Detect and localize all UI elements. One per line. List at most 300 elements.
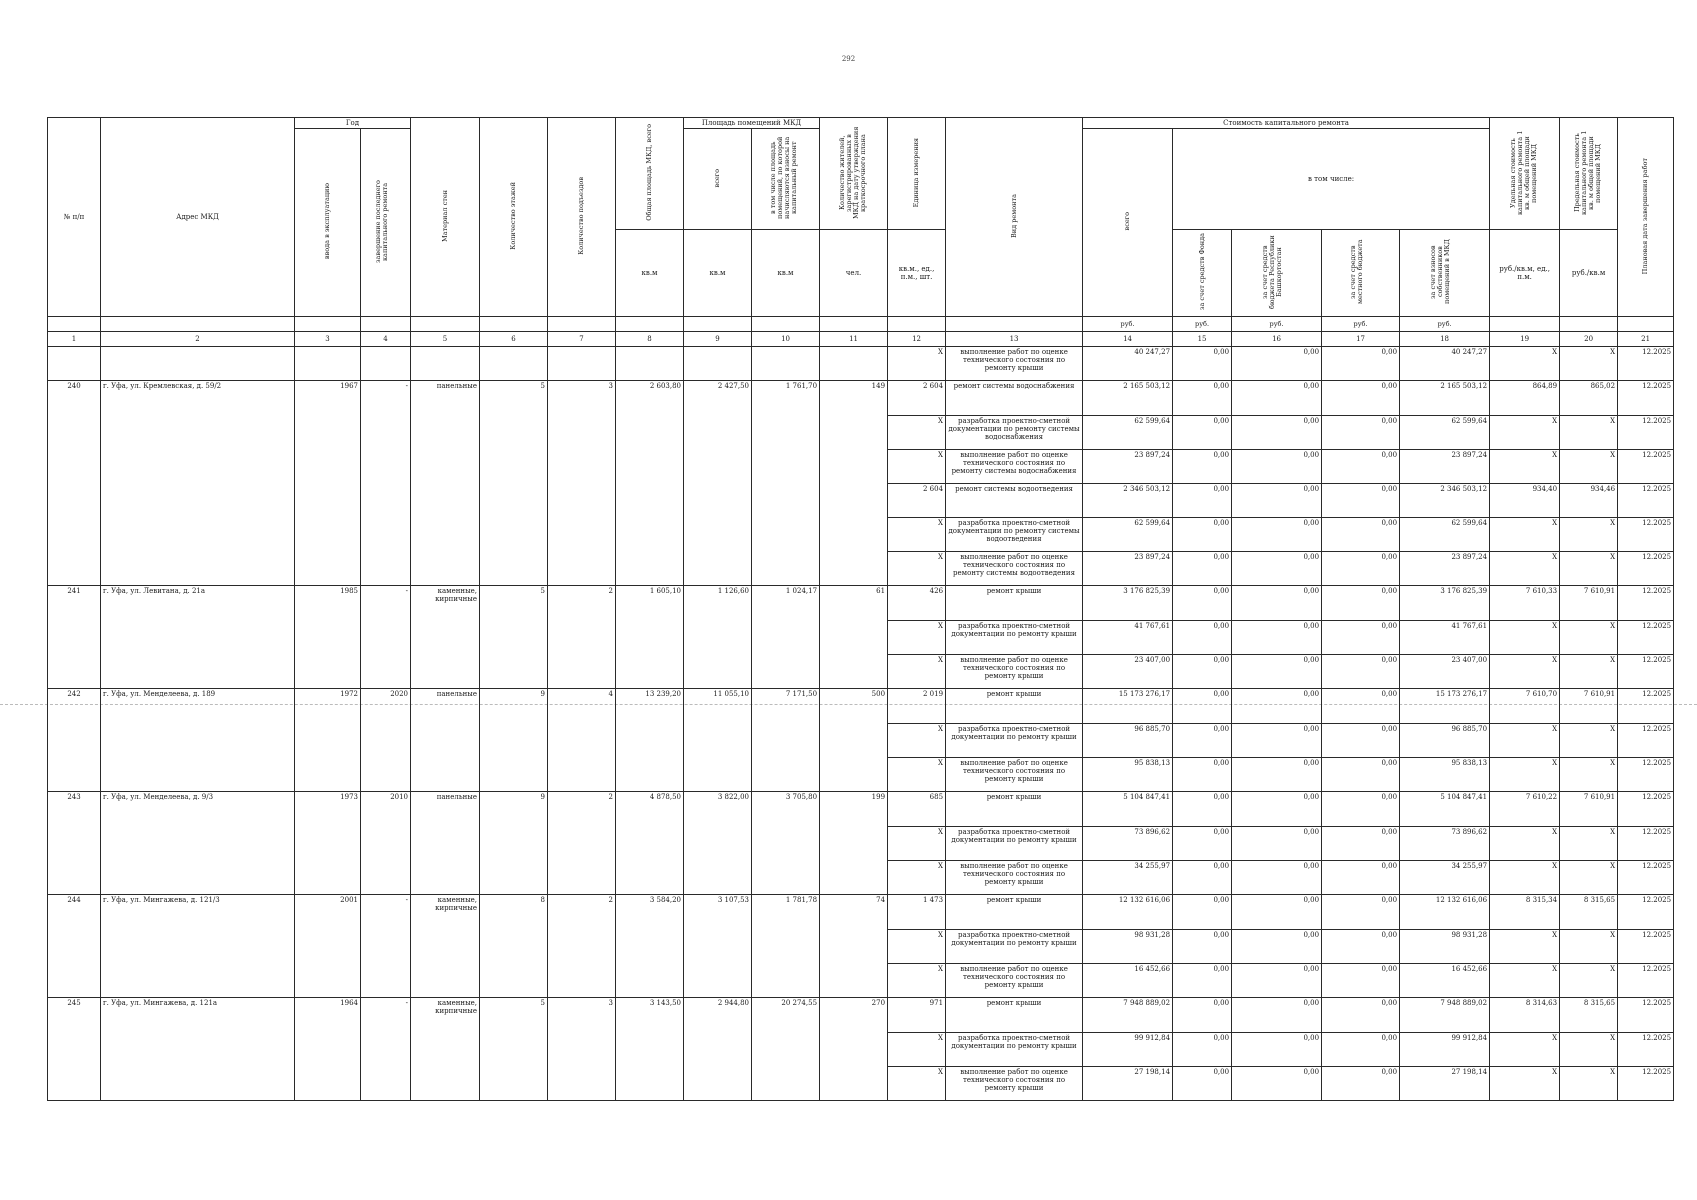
cell-unit: X [888,416,946,450]
cell-cost-total: 23 897,24 [1083,450,1173,484]
cell-specific-cost: X [1490,347,1560,381]
cell-cost-local: 0,00 [1322,655,1400,689]
header-repair-type: Вид ремонта [946,118,1083,317]
cell-cost-republic: 0,00 [1232,930,1322,964]
cell-cost-local: 0,00 [1322,347,1400,381]
cell-premises: 3 822,00 [684,792,752,895]
cell-cost-republic: 0,00 [1232,724,1322,758]
cell-premises: 11 055,10 [684,689,752,792]
cell-cost-fund: 0,00 [1173,792,1232,827]
cell-cost-fund: 0,00 [1173,964,1232,998]
cell-total-area: 3 584,20 [616,895,684,998]
header-floors: Количество этажей [480,118,548,317]
cell-repair-type: выполнение работ по оценке технического состояния по ремонту крыши [946,861,1083,895]
cell-unit: X [888,621,946,655]
cell-address: г. Уфа, ул. Мингажева, д. 121/3 [101,895,295,998]
cell-max-cost: X [1560,552,1618,586]
cell-cost-fund: 0,00 [1173,381,1232,416]
cell-cost-fund: 0,00 [1173,689,1232,724]
header-year-last-repair: завершение последнего капитального ремонта [361,129,411,317]
header-wall-material: Материал стен [411,118,480,317]
cell-planned-date: 12.2025 [1618,861,1674,895]
cell-total-area: 3 143,50 [616,998,684,1101]
cell-cost-fund: 0,00 [1173,586,1232,621]
cell-cost-owners: 2 165 503,12 [1400,381,1490,416]
cell-cost-local: 0,00 [1322,518,1400,552]
column-number: 15 [1173,332,1232,347]
cell-material: каменные, кирпичные [411,998,480,1101]
cell-max-cost: 7 610,91 [1560,792,1618,827]
cell-planned-date: 12.2025 [1618,484,1674,518]
header-premises-group: Площадь помещений МКД [684,118,820,129]
cell-cost-owners: 73 896,62 [1400,827,1490,861]
cell-planned-date: 12.2025 [1618,655,1674,689]
cell-year: 1964 [295,998,361,1101]
cell-cost-republic: 0,00 [1232,792,1322,827]
cell-cost-republic: 0,00 [1232,381,1322,416]
column-number: 11 [820,332,888,347]
column-number: 16 [1232,332,1322,347]
cell-repair-type: ремонт системы водоснабжения [946,381,1083,416]
cell-unit: X [888,861,946,895]
cell-floors: 5 [480,586,548,689]
unit-cost-owners: руб. [1400,317,1490,332]
cell-material: панельные [411,689,480,792]
cell-cost-republic: 0,00 [1232,861,1322,895]
table-body [48,347,1674,1101]
table-row [48,586,1674,621]
column-number: 21 [1618,332,1674,347]
cell-cost-fund: 0,00 [1173,861,1232,895]
cell-planned-date: 12.2025 [1618,792,1674,827]
header-premises-total: всего [684,129,752,230]
cell-unit: X [888,655,946,689]
cell-cost-local: 0,00 [1322,450,1400,484]
cell-cost-total: 12 132 616,06 [1083,895,1173,930]
cell-specific-cost: 7 610,22 [1490,792,1560,827]
unit-cost-fund: руб. [1173,317,1232,332]
cell-cost-republic: 0,00 [1232,964,1322,998]
cell-address: г. Уфа, ул. Менделеева, д. 9/3 [101,792,295,895]
cell-repair-type: выполнение работ по оценке технического состояния по ремонту системы водоснабжения [946,450,1083,484]
cell-cost-owners: 15 173 276,17 [1400,689,1490,724]
cell-repair-type: ремонт крыши [946,998,1083,1033]
cell-cost-local: 0,00 [1322,827,1400,861]
table-header [48,118,1674,347]
cell-last-repair: 2020 [361,689,411,792]
cell-cost-total: 96 885,70 [1083,724,1173,758]
header-cost-owners: за счет взносов собственников помещений в МКД [1400,230,1490,317]
cell-cost-local: 0,00 [1322,416,1400,450]
cell-cost-local: 0,00 [1322,792,1400,827]
cell-cost-owners: 99 912,84 [1400,1033,1490,1067]
cell-max-cost: 8 315,65 [1560,895,1618,930]
cell-no: 242 [48,689,101,792]
cell-max-cost: X [1560,347,1618,381]
unit-paid: кв.м [752,230,820,317]
cell-specific-cost: X [1490,552,1560,586]
table-row-carryover [48,347,1674,381]
cell-cost-owners: 41 767,61 [1400,621,1490,655]
table-row [48,792,1674,827]
cell-cost-owners: 16 452,66 [1400,964,1490,998]
cell-cost-owners: 12 132 616,06 [1400,895,1490,930]
cell-planned-date: 12.2025 [1618,347,1674,381]
cell-unit: 426 [888,586,946,621]
column-number: 12 [888,332,946,347]
cell-cost-republic: 0,00 [1232,552,1322,586]
cell-cost-local: 0,00 [1322,381,1400,416]
cell-total-area: 13 239,20 [616,689,684,792]
cell-premises: 2 944,80 [684,998,752,1101]
cell-cost-total: 99 912,84 [1083,1033,1173,1067]
cell-max-cost: 7 610,91 [1560,586,1618,621]
cell-unit: X [888,758,946,792]
cell-planned-date: 12.2025 [1618,827,1674,861]
cell-cost-fund: 0,00 [1173,518,1232,552]
cell-cost-local: 0,00 [1322,861,1400,895]
cell-specific-cost: X [1490,1067,1560,1101]
cell-cost-local: 0,00 [1322,586,1400,621]
cell-unit: X [888,450,946,484]
cell-specific-cost: 8 315,34 [1490,895,1560,930]
cell-unit: X [888,964,946,998]
cell-specific-cost: X [1490,861,1560,895]
cell-planned-date: 12.2025 [1618,964,1674,998]
cell-repair-type: выполнение работ по оценке технического состояния по ремонту крыши [946,758,1083,792]
cell-cost-republic: 0,00 [1232,998,1322,1033]
cell-repair-type: ремонт крыши [946,586,1083,621]
cell-unit: 2 019 [888,689,946,724]
cell-planned-date: 12.2025 [1618,552,1674,586]
cell-address: г. Уфа, ул. Кремлевская, д. 59/2 [101,381,295,586]
cell-cost-owners: 23 897,24 [1400,450,1490,484]
cell-cost-total: 23 407,00 [1083,655,1173,689]
cell-cost-local: 0,00 [1322,930,1400,964]
cell-last-repair: - [361,381,411,586]
cell-cost-republic: 0,00 [1232,450,1322,484]
cell-cost-local: 0,00 [1322,998,1400,1033]
cell-specific-cost: 934,40 [1490,484,1560,518]
cell-planned-date: 12.2025 [1618,689,1674,724]
cell-max-cost: X [1560,827,1618,861]
cell-planned-date: 12.2025 [1618,381,1674,416]
header-cost-republic: за счет средств бюджета Республики Башкортостан [1232,230,1322,317]
cell-no: 244 [48,895,101,998]
header-cost-total: всего [1083,129,1173,317]
cell-cost-local: 0,00 [1322,964,1400,998]
cell-specific-cost: X [1490,655,1560,689]
column-number: 1 [48,332,101,347]
header-specific-cost: Удельная стоимость капитального ремонта 1 кв. м общей площади помещений МКД [1490,118,1560,230]
cell-planned-date: 12.2025 [1618,724,1674,758]
unit-residents: чел. [820,230,888,317]
cell-premises: 1 126,60 [684,586,752,689]
cell-cost-local: 0,00 [1322,621,1400,655]
cell-planned-date: 12.2025 [1618,1067,1674,1101]
cell-repair-type: ремонт системы водоотведения [946,484,1083,518]
cell-residents: 270 [820,998,888,1101]
cell-year: 1967 [295,381,361,586]
cell-specific-cost: X [1490,621,1560,655]
cell-entrances: 3 [548,381,616,586]
column-number: 17 [1322,332,1400,347]
cell-unit: 971 [888,998,946,1033]
cell-specific-cost: X [1490,450,1560,484]
cell-address: г. Уфа, ул. Левитана, д. 21а [101,586,295,689]
cell-max-cost: 7 610,91 [1560,689,1618,724]
cell-cost-total: 2 346 503,12 [1083,484,1173,518]
cell-residents: 500 [820,689,888,792]
cell-cost-fund: 0,00 [1173,827,1232,861]
table-row [48,689,1674,724]
cell-cost-owners: 23 897,24 [1400,552,1490,586]
cell-cost-fund: 0,00 [1173,724,1232,758]
column-number: 4 [361,332,411,347]
cell-last-repair: 2010 [361,792,411,895]
cell-cost-total: 3 176 825,39 [1083,586,1173,621]
cell-planned-date: 12.2025 [1618,998,1674,1033]
cell-cost-total: 62 599,64 [1083,416,1173,450]
cell-paid-area: 20 274,55 [752,998,820,1101]
cell-residents: 74 [820,895,888,998]
cell-total-area: 2 603,80 [616,381,684,586]
cell-specific-cost: X [1490,758,1560,792]
header-address: Адрес МКД [101,118,295,317]
column-number: 9 [684,332,752,347]
cell-cost-republic: 0,00 [1232,1067,1322,1101]
cell-cost-owners: 23 407,00 [1400,655,1490,689]
cell-cost-local: 0,00 [1322,895,1400,930]
cell-residents: 149 [820,381,888,586]
cell-planned-date: 12.2025 [1618,416,1674,450]
cell-cost-total: 41 767,61 [1083,621,1173,655]
header-unit: Единица измерения [888,118,946,230]
cell-paid-area: 1 761,70 [752,381,820,586]
column-number: 8 [616,332,684,347]
header-premises-paid: в том числе площадь помещений, по которой начисляются взносы на капитальный ремонт [752,129,820,230]
cell-cost-republic: 0,00 [1232,1033,1322,1067]
cell-cost-local: 0,00 [1322,484,1400,518]
cell-planned-date: 12.2025 [1618,895,1674,930]
cell-floors: 9 [480,689,548,792]
table-row [48,998,1674,1033]
cell-specific-cost: X [1490,1033,1560,1067]
cell-cost-republic: 0,00 [1232,895,1322,930]
cell-cost-fund: 0,00 [1173,347,1232,381]
cell-unit: X [888,930,946,964]
cell-max-cost: X [1560,518,1618,552]
column-number: 10 [752,332,820,347]
cell-entrances: 2 [548,792,616,895]
column-number: 20 [1560,332,1618,347]
cell-cost-republic: 0,00 [1232,689,1322,724]
cell-cost-fund: 0,00 [1173,621,1232,655]
cell-residents: 199 [820,792,888,895]
cell-cost-owners: 62 599,64 [1400,518,1490,552]
column-number: 14 [1083,332,1173,347]
header-cost-fund: за счет средств Фонда [1173,230,1232,317]
cell-cost-local: 0,00 [1322,1067,1400,1101]
cell-cost-republic: 0,00 [1232,416,1322,450]
cell-unit: 685 [888,792,946,827]
cell-cost-republic: 0,00 [1232,484,1322,518]
cell-cost-owners: 7 948 889,02 [1400,998,1490,1033]
cell-last-repair: - [361,998,411,1101]
cell-cost-owners: 27 198,14 [1400,1067,1490,1101]
cell-cost-owners: 62 599,64 [1400,416,1490,450]
cell-last-repair: - [361,586,411,689]
unit-specific: руб./кв.м, ед., п.м. [1490,230,1560,317]
cell-max-cost: X [1560,450,1618,484]
cell-repair-type: ремонт крыши [946,895,1083,930]
cell-cost-republic: 0,00 [1232,758,1322,792]
cell-repair-type: ремонт крыши [946,792,1083,827]
cell-cost-fund: 0,00 [1173,552,1232,586]
cell-unit: 2 604 [888,381,946,416]
unit-cost-local: руб. [1322,317,1400,332]
cell-max-cost: X [1560,655,1618,689]
cell-material: каменные, кирпичные [411,586,480,689]
cell-max-cost: X [1560,416,1618,450]
unit-measure: кв.м., ед., п.м., шт. [888,230,946,317]
cell-max-cost: X [1560,621,1618,655]
cell-paid-area: 1 781,78 [752,895,820,998]
cell-entrances: 2 [548,895,616,998]
cell-planned-date: 12.2025 [1618,758,1674,792]
cell-unit: X [888,1067,946,1101]
column-number: 19 [1490,332,1560,347]
unit-cost-total: руб. [1083,317,1173,332]
header-cost-group: Стоимость капитального ремонта [1083,118,1490,129]
cell-entrances: 4 [548,689,616,792]
cell-premises: 2 427,50 [684,381,752,586]
cell-cost-owners: 40 247,27 [1400,347,1490,381]
header-no: № п/п [48,118,101,317]
cell-cost-local: 0,00 [1322,689,1400,724]
cell-cost-owners: 34 255,97 [1400,861,1490,895]
cell-repair-type: выполнение работ по оценке технического состояния по ремонту системы водоотведения [946,552,1083,586]
unit-max: руб./кв.м [1560,230,1618,317]
cell-cost-total: 23 897,24 [1083,552,1173,586]
cell-floors: 5 [480,381,548,586]
cell-repair-type: разработка проектно-сметной документации по ремонту крыши [946,621,1083,655]
cell-planned-date: 12.2025 [1618,518,1674,552]
cell-cost-total: 95 838,13 [1083,758,1173,792]
cell-no: 240 [48,381,101,586]
cell-cost-owners: 98 931,28 [1400,930,1490,964]
cell-address: г. Уфа, ул. Менделеева, д. 189 [101,689,295,792]
cell-cost-republic: 0,00 [1232,518,1322,552]
cell-unit: 2 604 [888,484,946,518]
cell-planned-date: 12.2025 [1618,621,1674,655]
cell-material: каменные, кирпичные [411,895,480,998]
header-planned-date: Плановая дата завершения работ [1618,118,1674,317]
cell-cost-local: 0,00 [1322,724,1400,758]
cell-total-area: 4 878,50 [616,792,684,895]
cell-unit: X [888,552,946,586]
cell-unit: X [888,1033,946,1067]
header-cost-local: за счет средств местного бюджета [1322,230,1400,317]
cell-no: 245 [48,998,101,1101]
repair-plan-table [47,117,1674,1101]
cell-cost-owners: 96 885,70 [1400,724,1490,758]
cell-cost-local: 0,00 [1322,1033,1400,1067]
header-entrances: Количество подъездов [548,118,616,317]
cell-cost-republic: 0,00 [1232,621,1322,655]
header-cost-including: в том числе: [1173,129,1490,230]
cell-max-cost: X [1560,1033,1618,1067]
column-number: 2 [101,332,295,347]
cell-cost-total: 34 255,97 [1083,861,1173,895]
unit-cost-republic: руб. [1232,317,1322,332]
cell-cost-fund: 0,00 [1173,450,1232,484]
column-number-row [48,332,1674,347]
cell-max-cost: X [1560,964,1618,998]
cell-repair-type: выполнение работ по оценке технического состояния по ремонту крыши [946,964,1083,998]
cell-cost-republic: 0,00 [1232,827,1322,861]
cell-cost-local: 0,00 [1322,758,1400,792]
cell-repair-type: разработка проектно-сметной документации по ремонту крыши [946,724,1083,758]
cell-paid-area: 7 171,50 [752,689,820,792]
cell-cost-fund: 0,00 [1173,484,1232,518]
column-number: 7 [548,332,616,347]
cell-cost-owners: 2 346 503,12 [1400,484,1490,518]
cell-cost-total: 15 173 276,17 [1083,689,1173,724]
cell-max-cost: X [1560,930,1618,964]
column-number: 18 [1400,332,1490,347]
cell-specific-cost: X [1490,518,1560,552]
column-number: 5 [411,332,480,347]
cell-material: панельные [411,381,480,586]
cell-unit: X [888,724,946,758]
cell-cost-total: 16 452,66 [1083,964,1173,998]
cell-max-cost: 865,02 [1560,381,1618,416]
cell-cost-fund: 0,00 [1173,895,1232,930]
cell-address: г. Уфа, ул. Мингажева, д. 121а [101,998,295,1101]
cell-cost-total: 98 931,28 [1083,930,1173,964]
cell-unit: X [888,827,946,861]
cell-cost-local: 0,00 [1322,552,1400,586]
cell-cost-total: 62 599,64 [1083,518,1173,552]
cell-planned-date: 12.2025 [1618,930,1674,964]
cell-year: 1973 [295,792,361,895]
cell-repair-type: разработка проектно-сметной документации по ремонту крыши [946,930,1083,964]
cell-cost-fund: 0,00 [1173,758,1232,792]
header-residents: Количество жителей, зарегистрированных в МКД на дату утверждения краткосрочного плана [820,118,888,230]
cell-last-repair: - [361,895,411,998]
cell-paid-area: 3 705,80 [752,792,820,895]
unit-area: кв.м [616,230,684,317]
cell-cost-total: 5 104 847,41 [1083,792,1173,827]
cell-repair-type: ремонт крыши [946,689,1083,724]
cell-cost-owners: 95 838,13 [1400,758,1490,792]
cell-year: 1972 [295,689,361,792]
cell-material: панельные [411,792,480,895]
cell-cost-republic: 0,00 [1232,347,1322,381]
cell-unit: X [888,347,946,381]
cell-max-cost: X [1560,1067,1618,1101]
cell-cost-total: 2 165 503,12 [1083,381,1173,416]
cell-cost-total: 7 948 889,02 [1083,998,1173,1033]
cell-cost-republic: 0,00 [1232,586,1322,621]
cell-planned-date: 12.2025 [1618,586,1674,621]
cell-planned-date: 12.2025 [1618,1033,1674,1067]
column-number: 13 [946,332,1083,347]
cell-unit: 1 473 [888,895,946,930]
header-max-cost: Предельная стоимость капитального ремонта 1 кв. м общей площади помещений МКД [1560,118,1618,230]
cell-specific-cost: X [1490,827,1560,861]
